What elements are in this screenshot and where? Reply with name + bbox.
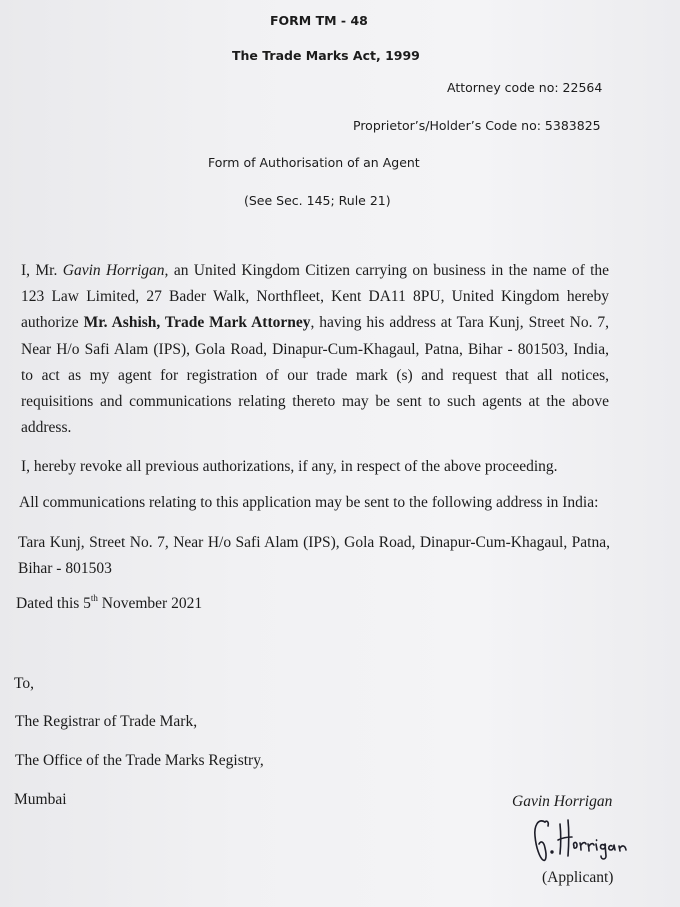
- communications-text: All communications relating to this application may be sent to the following address in India:: [19, 494, 599, 511]
- agent-details: , having his address at Tara Kunj, Street No. 7, Near H/o Safi Alam (IPS), Gola Road, Dinapur-Cum-Khagaul, Patna, Bihar - 801503, India, to act as my agent for registration of our trade mark (s) and request that all notices, requisitions and communications relating thereto may be sent to such agents at the above address.: [21, 314, 610, 437]
- revocation-text: I, hereby revoke all previous authorizations, if any, in respect of the above proceeding.: [21, 458, 558, 475]
- applicant-label: (Applicant): [542, 869, 614, 886]
- form-title: Form of Authorisation of an Agent: [208, 155, 420, 170]
- holder-code: Proprietor’s/Holder’s Code no: 5383825: [353, 118, 601, 133]
- dated-line: [16, 595, 202, 613]
- attorney-code: Attorney code no: 22564: [447, 80, 603, 95]
- form-number: FORM TM - 48: [270, 13, 368, 28]
- applicant-name: Gavin Horrigan,: [62, 262, 169, 279]
- dated-month-year: November 2021: [97, 595, 203, 612]
- applicant-details: an United Kingdom Citizen carrying on business in the name of the 123 Law Limited, 27 Bader Walk, Northfleet, Kent DA11 8PU, United Kingdom hereby authorize: [21, 262, 610, 332]
- dated-suffix: th: [90, 593, 98, 603]
- intro-text: I, Mr.: [21, 262, 58, 279]
- authorization-paragraph: [21, 258, 609, 441]
- to-label: To,: [14, 675, 35, 692]
- handwritten-signature: [528, 812, 640, 868]
- dated-prefix: Dated this 5: [16, 595, 91, 612]
- india-address: Tara Kunj, Street No. 7, Near H/o Safi Alam (IPS), Gola Road, Dinapur-Cum-Khagaul, Patna, Bihar - 801503: [18, 534, 610, 578]
- act-title: The Trade Marks Act, 1999: [232, 48, 420, 63]
- recipient-line-2: The Office of the Trade Marks Registry,: [15, 752, 264, 769]
- recipient-city: Mumbai: [14, 791, 67, 808]
- agent-name: Mr. Ashish, Trade Mark Attorney: [83, 314, 311, 332]
- signatory-name: Gavin Horrigan: [512, 793, 613, 810]
- section-reference: (See Sec. 145; Rule 21): [244, 193, 391, 208]
- recipient-line-1: The Registrar of Trade Mark,: [15, 713, 198, 730]
